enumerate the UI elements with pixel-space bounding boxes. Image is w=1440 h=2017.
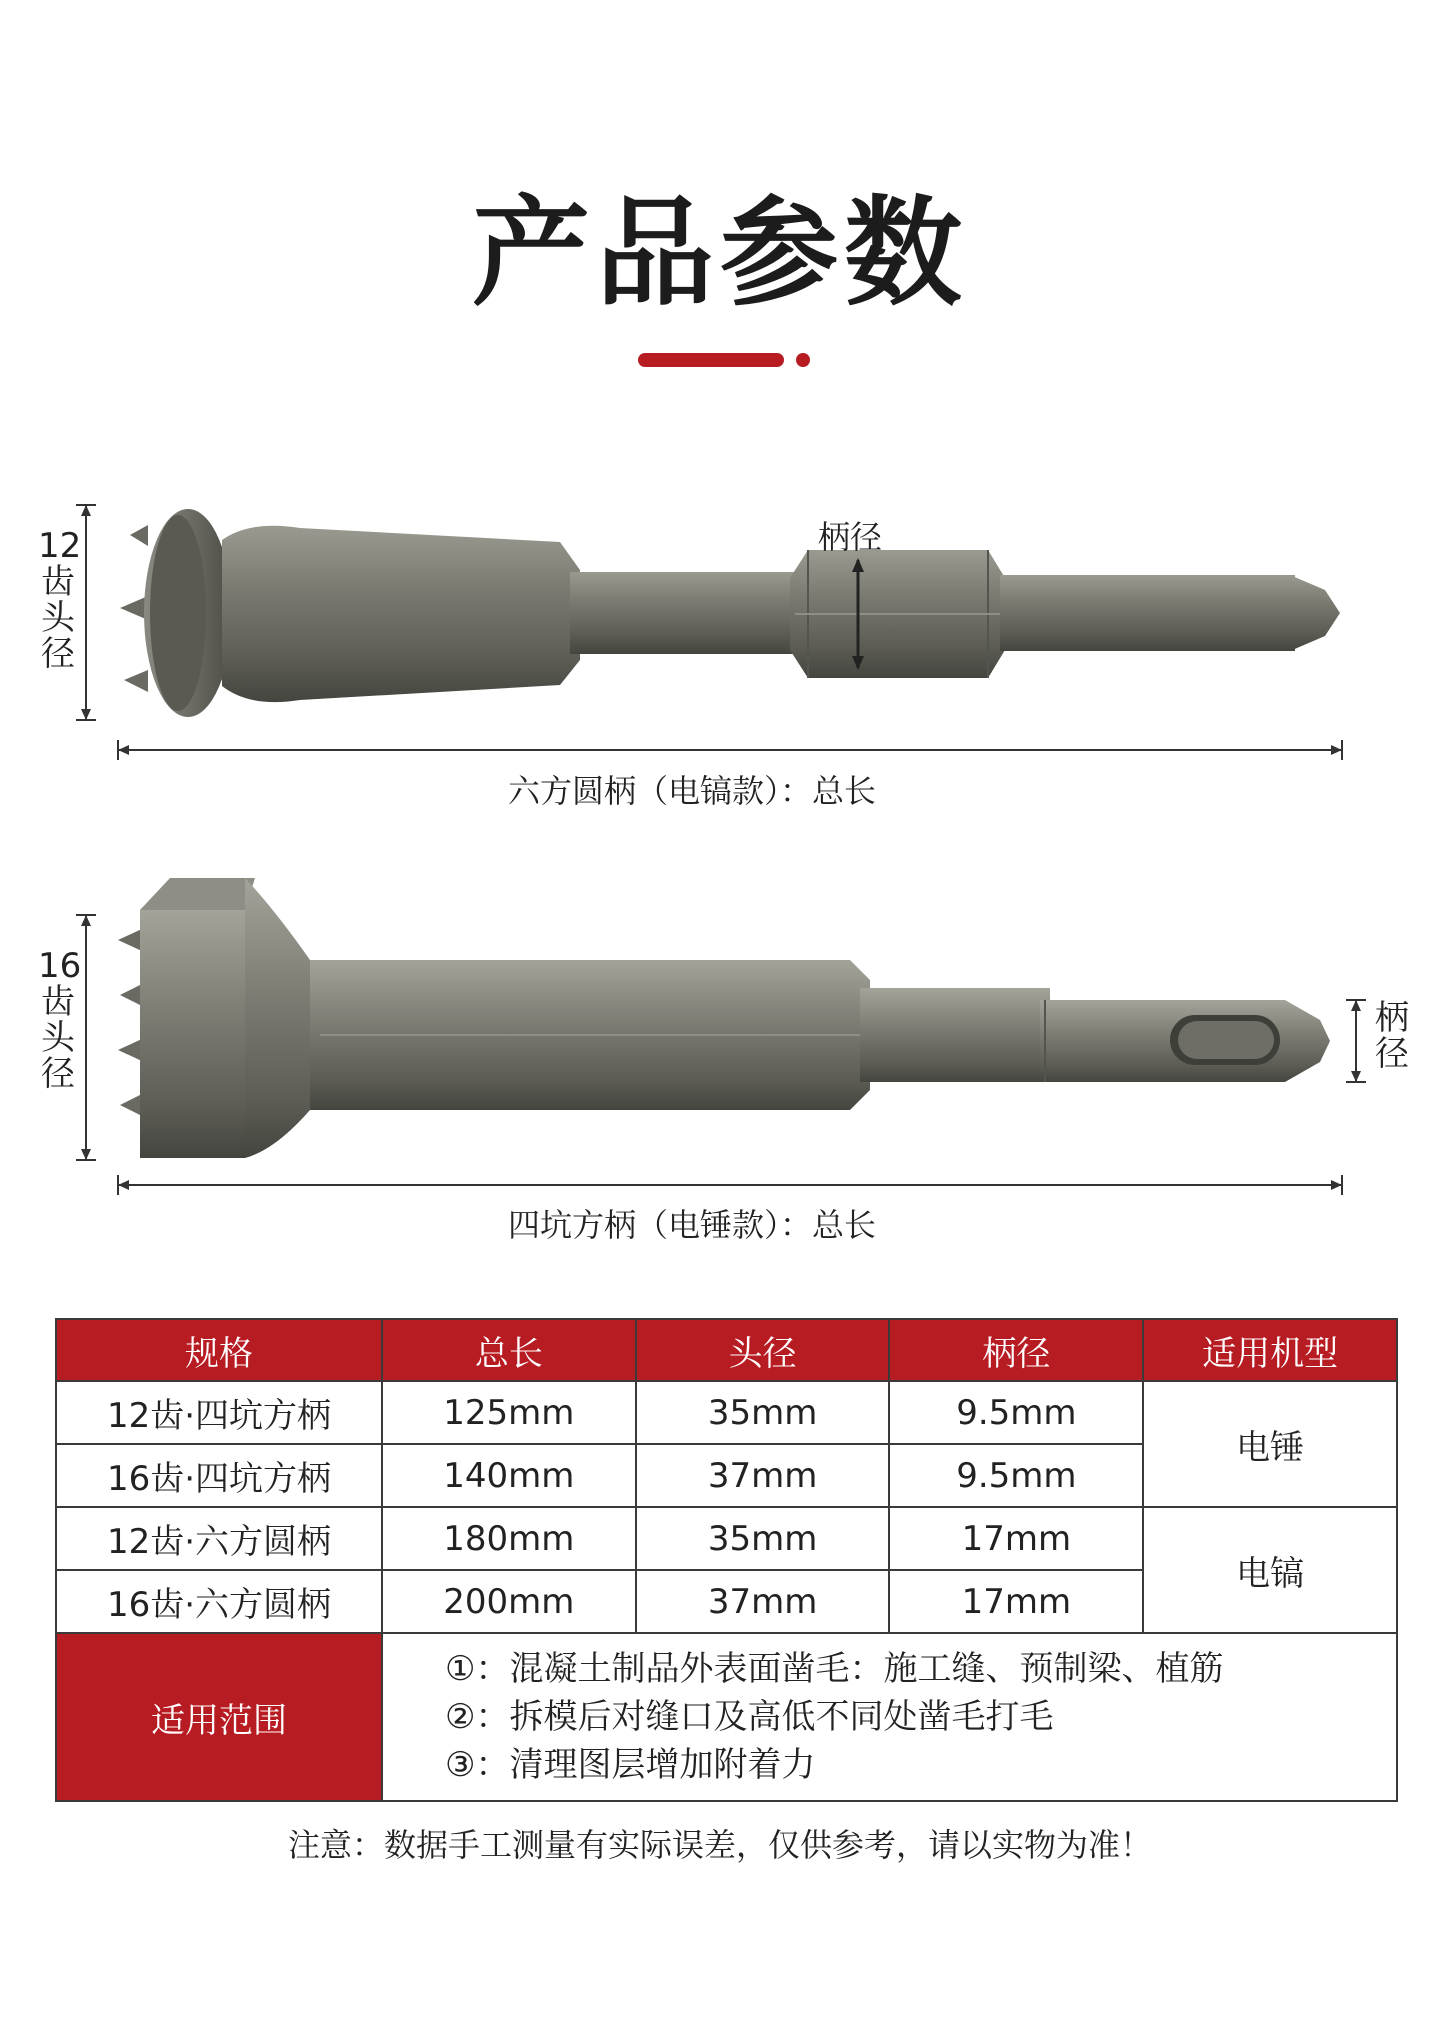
header-spec: 规格 [56,1319,382,1381]
cell-spec: 16齿·四坑方柄 [56,1444,382,1507]
scope-item: ③：清理图层增加附着力 [444,1745,816,1785]
diagram-sds-shank [0,860,1440,1260]
scope-item: ①：混凝土制品外表面凿毛：施工缝、预制梁、植筋 [444,1649,1224,1689]
header-machine: 适用机型 [1143,1319,1397,1381]
scope-label: 适用范围 [56,1633,382,1801]
cell-head: 35mm [636,1507,890,1570]
shank-diameter-label: 柄径 [818,518,883,556]
table-header-row [56,1319,1397,1381]
table-row [56,1507,1397,1570]
cell-machine: 电镐 [1143,1507,1397,1633]
spec-table [55,1318,1398,1802]
table-row [56,1381,1397,1444]
diagram-hex-shank [0,480,1440,820]
head-diameter-label-16: 16齿头径 [38,946,82,1094]
cell-length: 180mm [382,1507,636,1570]
cell-shank: 17mm [889,1507,1143,1570]
cell-machine: 电锤 [1143,1381,1397,1507]
cell-shank: 17mm [889,1570,1143,1633]
cell-length: 125mm [382,1381,636,1444]
cell-head: 37mm [636,1570,890,1633]
page-title: 产品参数 [471,184,968,322]
hex-shank-caption: 六方圆柄（电镐款）：总长 [508,772,877,810]
scope-item: ②：拆模后对缝口及高低不同处凿毛打毛 [444,1697,1054,1737]
cell-length: 200mm [382,1570,636,1633]
title-underline-dot [796,353,810,367]
cell-spec: 16齿·六方圆柄 [56,1570,382,1633]
cell-spec: 12齿·四坑方柄 [56,1381,382,1444]
shank-diameter-label-vertical: 柄径 [1375,998,1409,1074]
header-shank-diameter: 柄径 [889,1319,1143,1381]
head-diameter-label-12: 12齿头径 [38,526,82,674]
cell-spec: 12齿·六方圆柄 [56,1507,382,1570]
disclaimer-note: 注意：数据手工测量有实际误差，仅供参考，请以实物为准！ [287,1826,1152,1864]
scope-row [56,1633,1397,1801]
header-length: 总长 [382,1319,636,1381]
cell-shank: 9.5mm [889,1444,1143,1507]
sds-shank-caption: 四坑方柄（电锤款）：总长 [508,1206,877,1244]
cell-head: 35mm [636,1381,890,1444]
cell-length: 140mm [382,1444,636,1507]
scope-content [382,1633,1397,1801]
header-head-diameter: 头径 [636,1319,890,1381]
cell-shank: 9.5mm [889,1381,1143,1444]
title-underline-bar [638,353,784,367]
cell-head: 37mm [636,1444,890,1507]
